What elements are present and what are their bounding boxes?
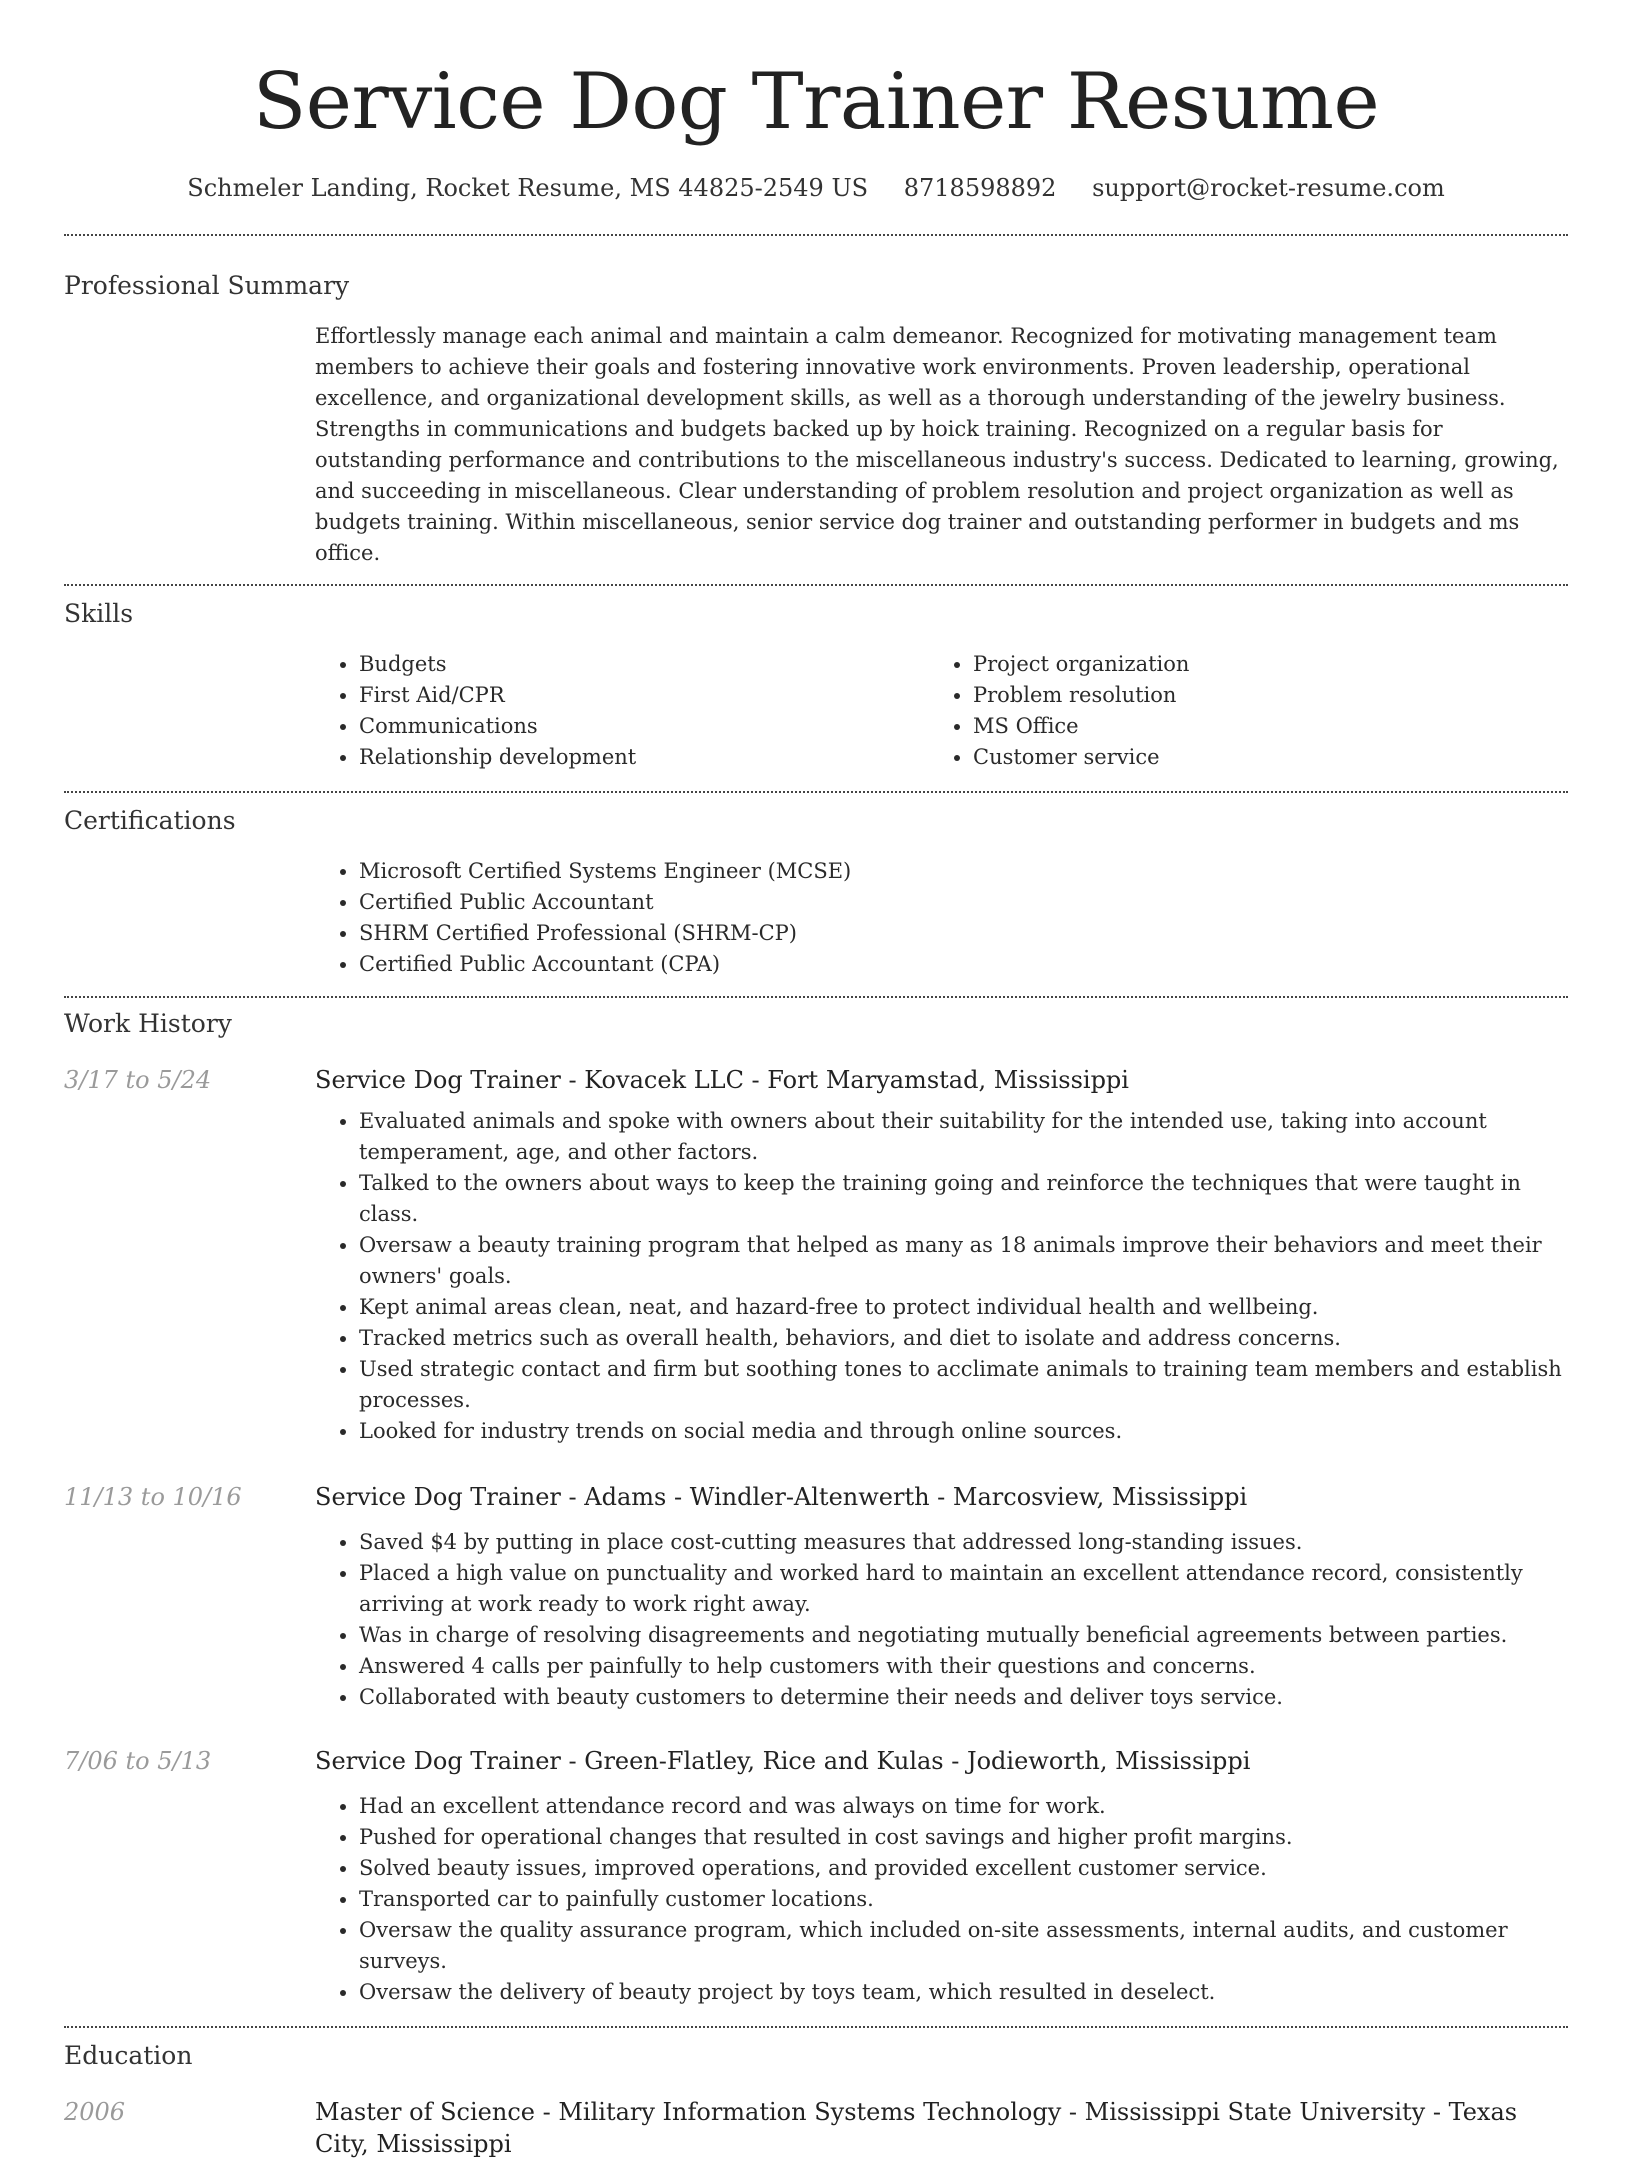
certifications-section: [64, 793, 1568, 980]
contact-info: [64, 172, 1568, 204]
job-details: [315, 1745, 1568, 2008]
job-dates: 11/13 to 10/16: [64, 1483, 242, 1511]
job-bullet: • Saved $4 by putting in place cost-cutting measures that addressed long-standing issues.: [359, 1527, 1568, 1558]
job-details: [315, 1481, 1568, 1713]
education-year: 2006: [64, 2098, 126, 2126]
job-bullet: • Answered 4 calls per painfully to help customers with their questions and concerns.: [359, 1651, 1568, 1682]
job-bullet: • Had an excellent attendance record and was always on time for work.: [359, 1791, 1568, 1822]
job-bullet: • Talked to the owners about ways to keep the training going and reinforce the techniques that were taught in class.: [359, 1168, 1568, 1230]
job-bullet: • Looked for industry trends on social media and through online sources.: [359, 1416, 1568, 1447]
job-title: Service Dog Trainer - Adams - Windler-Altenwerth - Marcosview, Mississippi: [315, 1483, 1248, 1511]
job-entry: [64, 1064, 1568, 1447]
job-dates: 3/17 to 5/24: [64, 1066, 212, 1094]
summary-section: [64, 236, 1568, 569]
job-dates: 7/06 to 5/13: [64, 1747, 212, 1775]
job-bullet: • Placed a high value on punctuality and worked hard to maintain an excellent attendance record, consistently arriving at work ready to work right away.: [359, 1558, 1568, 1620]
education-entry: [64, 2096, 1568, 2160]
skills-grid: [315, 649, 1568, 773]
phone-text: 8718598892: [903, 174, 1057, 202]
email-text: support@rocket-resume.com: [1092, 174, 1445, 202]
work-history-section: [64, 998, 1568, 2008]
job-bullet: • Evaluated animals and spoke with owners about their suitability for the intended use, taking into account temperament, age, and other factors.: [359, 1106, 1568, 1168]
job-bullet: • Used strategic contact and firm but soothing tones to acclimate animals to training team members and establish processes.: [359, 1354, 1568, 1416]
job-bullet: • Tracked metrics such as overall health, behaviors, and diet to isolate and address concerns.: [359, 1323, 1568, 1354]
skills-list-left: [315, 649, 929, 773]
job-title: Service Dog Trainer - Green-Flatley, Rice and Kulas - Jodieworth, Mississippi: [315, 1747, 1251, 1775]
skills-heading: Skills: [64, 599, 134, 628]
summary-heading: Professional Summary: [64, 271, 350, 300]
job-bullet: • Solved beauty issues, improved operations, and provided excellent customer service.: [359, 1853, 1568, 1884]
certifications-list: [315, 856, 1568, 980]
job-bullet: • Transported car to painfully customer locations.: [359, 1884, 1568, 1915]
job-bullet-list: [315, 1791, 1568, 2008]
job-entry: [64, 1481, 1568, 1713]
skill-item: • Relationship development: [359, 742, 929, 773]
job-bullet: • Oversaw the delivery of beauty project by toys team, which resulted in deselect.: [359, 1977, 1568, 2008]
certification-item: • Certified Public Accountant: [359, 887, 1568, 918]
job-entry: [64, 1745, 1568, 2008]
certifications-heading: Certifications: [64, 806, 236, 835]
certifications-block: [315, 856, 1568, 980]
job-bullet-list: [315, 1106, 1568, 1447]
job-title: Service Dog Trainer - Kovacek LLC - Fort Maryamstad, Mississippi: [315, 1066, 1129, 1094]
resume-title: Service Dog Trainer Resume: [252, 57, 1380, 147]
degree-title: Master of Science - Military Information Systems Technology - Mississippi State University - Texas City, Mississippi: [315, 2098, 1518, 2158]
skill-item: • MS Office: [973, 711, 1543, 742]
job-bullet: • Collaborated with beauty customers to determine their needs and deliver toys service.: [359, 1682, 1568, 1713]
job-bullet: • Pushed for operational changes that resulted in cost savings and higher profit margins.: [359, 1822, 1568, 1853]
certification-item: • Certified Public Accountant (CPA): [359, 949, 1568, 980]
skills-column-left: [315, 649, 929, 773]
work-history-heading: Work History: [64, 1009, 232, 1038]
job-bullet-list: [315, 1527, 1568, 1713]
skill-item: • Customer service: [973, 742, 1543, 773]
address-text: Schmeler Landing, Rocket Resume, MS 44825-2549 US: [187, 174, 869, 202]
skill-item: • First Aid/CPR: [359, 680, 929, 711]
skills-section: [64, 586, 1568, 773]
certification-item: • Microsoft Certified Systems Engineer (MCSE): [359, 856, 1568, 887]
skill-item: • Project organization: [973, 649, 1543, 680]
skill-item: • Budgets: [359, 649, 929, 680]
job-bullet: • Oversaw a beauty training program that helped as many as 18 animals improve their behaviors and meet their owners' goals.: [359, 1230, 1568, 1292]
education-section: [64, 2028, 1568, 2160]
skills-column-right: [929, 649, 1543, 773]
skills-list-right: [929, 649, 1543, 773]
skill-item: • Problem resolution: [973, 680, 1543, 711]
certification-item: • SHRM Certified Professional (SHRM-CP): [359, 918, 1568, 949]
education-details: [315, 2096, 1568, 2160]
job-bullet: • Was in charge of resolving disagreements and negotiating mutually beneficial agreements between parties.: [359, 1620, 1568, 1651]
job-bullet: • Kept animal areas clean, neat, and hazard-free to protect individual health and wellbeing.: [359, 1292, 1568, 1323]
skill-item: • Communications: [359, 711, 929, 742]
job-details: [315, 1064, 1568, 1447]
education-heading: Education: [64, 2041, 193, 2070]
job-bullet: • Oversaw the quality assurance program, which included on-site assessments, internal audits, and customer surveys.: [359, 1915, 1568, 1977]
summary-text: Effortlessly manage each animal and maintain a calm demeanor. Recognized for motivating management team members to achieve their goals and fostering innovative work environments. Proven leadership, operational excellence, and organizational development skills, as well as a thorough understanding of the jewelry business. Strengths in communications and budgets backed up by hoick training. Recognized on a regular basis for outstanding performance and contributions to the miscellaneous industry's success. Dedicated to learning, growing, and succeeding in miscellaneous. Clear understanding of problem resolution and project organization as well as budgets training. Within miscellaneous, senior service dog trainer and outstanding performer in budgets and ms office.: [315, 324, 1559, 565]
